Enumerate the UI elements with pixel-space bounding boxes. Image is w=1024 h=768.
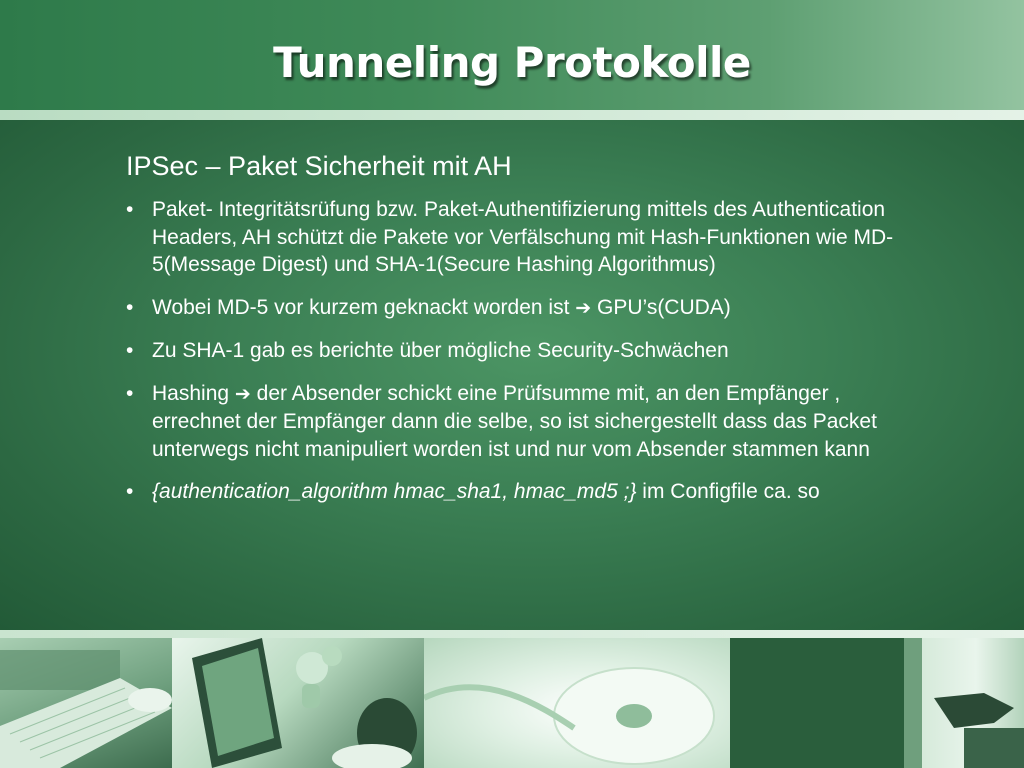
bullet-dot: • — [126, 198, 134, 221]
bullet-text: der Absender schickt eine Prüfsumme mit, an den Empfänger , errechnet der Empfänger dann die selbe, so ist sichergestellt dass das Packet unterwegs nicht manipuliert worden ist und nur vom Absender stammen kann — [152, 381, 877, 461]
photo-strip — [0, 638, 1024, 768]
bullet-dot: • — [126, 480, 134, 503]
dark-green-panel — [730, 638, 904, 768]
bullet-text: im Configfile ca. so — [636, 480, 820, 503]
pointing-hand-photo — [904, 638, 1024, 768]
mouse-illustration — [424, 638, 730, 768]
arrow-right-icon: ➔ — [575, 296, 592, 319]
monitor-flower-photo — [172, 638, 424, 768]
bullet-text: GPU’s(CUDA) — [591, 295, 731, 319]
bullet-item — [126, 478, 906, 506]
divider-stripe-bottom — [0, 630, 1024, 638]
divider-stripe-top — [0, 110, 1024, 120]
arrow-right-icon: ➔ — [234, 382, 251, 405]
keyboard-photo — [0, 638, 172, 768]
bullet-dot: • — [126, 295, 134, 319]
bullet-item — [126, 337, 906, 365]
slide-content — [126, 148, 906, 521]
mouse-photo — [424, 638, 730, 768]
bullet-item — [126, 380, 906, 464]
monitor-illustration — [172, 638, 424, 768]
bullet-item — [126, 294, 906, 323]
bullet-dot: • — [126, 339, 134, 362]
bullet-text: Paket- Integritätsrüfung bzw. Paket-Authentifizierung mittels des Authentication Headers, AH schützt die Pakete vor Verfälschung mit Hash-Funktionen wie MD-5(Message Digest) und SHA-1(Secure Hashing Algorithmus) — [152, 198, 894, 276]
bullet-text: Hashing — [152, 381, 235, 405]
keyboard-illustration — [0, 638, 172, 768]
bullet-dot: • — [126, 381, 134, 405]
hand-illustration — [904, 638, 1024, 768]
bullet-list — [126, 196, 906, 506]
slide-title: Tunneling Protokolle — [273, 38, 751, 87]
bullet-text: Wobei MD-5 vor kurzem geknackt worden ist — [152, 295, 576, 319]
bullet-item — [126, 196, 906, 279]
slide-subtitle: IPSec – Paket Sicherheit mit AH — [126, 151, 512, 181]
bullet-text: Zu SHA-1 gab es berichte über mögliche Security-Schwächen — [152, 339, 729, 362]
config-code-text: {authentication_algorithm hmac_sha1, hmac_md5 ;} — [152, 480, 637, 503]
